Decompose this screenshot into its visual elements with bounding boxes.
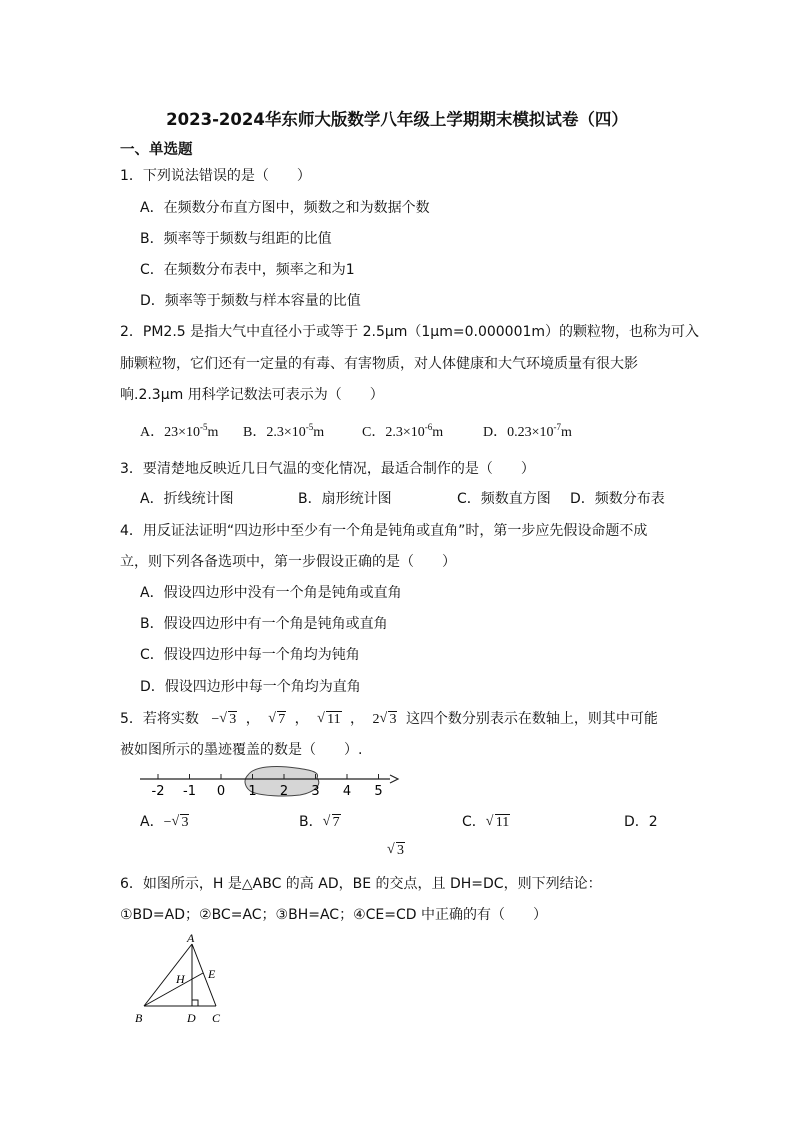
label-c: C (212, 1011, 221, 1025)
question-1-option-c: C．在频数分布表中，频率之和为1 (140, 262, 355, 278)
question-3-option-a: A．折线统计图 (140, 491, 234, 507)
question-2-line-3: 响.2.3μm 用科学记数法可表示为（ ） (120, 387, 384, 403)
tick-label: 3 (311, 784, 320, 799)
section-heading: 一、单选题 (120, 142, 193, 158)
number-line-figure (136, 762, 400, 802)
question-4-option-b: B．假设四边形中有一个角是钝角或直角 (140, 616, 388, 632)
question-5-option-a: A．−√ 3 (140, 811, 189, 831)
question-5-option-d: D．2 (624, 814, 658, 830)
sqrt-expression: √ 7 (323, 815, 341, 831)
axis-arrow (390, 775, 398, 783)
question-2-option-a: A．$23\times 10^{-5}m$ (140, 422, 219, 440)
question-5-line-2: 被如图所示的墨迹覆盖的数是（ ）. (120, 742, 363, 758)
question-2-option-c: C．$2.3\times 10^{-6}m$ (362, 422, 444, 440)
question-4-option-a: A．假设四边形中没有一个角是钝角或直角 (140, 585, 402, 601)
question-6-line-1: 6．如图所示，H 是△ABC 的高 AD，BE 的交点，且 DH=DC，则下列结论： (120, 876, 602, 892)
question-5-option-b: B．√ 7 (299, 811, 341, 831)
label-a: A (187, 932, 195, 945)
question-3-stem: 3．要清楚地反映近几日气温的变化情况，最适合制作的是（ ） (120, 461, 535, 477)
sqrt-expression: √ 3 (379, 712, 397, 728)
question-4-line-2: 立，则下列各备选项中，第一步假设正确的是（ ） (120, 554, 456, 570)
tick-label: 4 (342, 784, 352, 799)
sqrt-expression: √ 7 (268, 712, 286, 728)
question-1-option-a: A．在频数分布直方图中，频数之和为数据个数 (140, 200, 430, 216)
question-4-option-c: C．假设四边形中每一个角均为钝角 (140, 647, 360, 663)
tick-label: 2 (279, 784, 289, 799)
sqrt-expression: √ 11 (486, 815, 510, 831)
question-3-option-b: B．扇形统计图 (298, 491, 392, 507)
right-angle-mark (192, 1000, 198, 1006)
sqrt-expression: √ 3 (387, 843, 405, 859)
question-1-stem: 1．下列说法错误的是（ ） (120, 168, 311, 184)
tick-label: -1 (183, 784, 196, 799)
question-5-line-1: 5．若将实数 −√ 3 ， √ 7 ， √ 11 ， 2√ 3 这四个数分别表示在数轴上，则其中可能 (120, 708, 658, 728)
segment-be (144, 973, 203, 1006)
sqrt-expression: √ 3 (171, 815, 189, 831)
question-3-option-d: D．频数分布表 (570, 491, 665, 507)
label-d: D (187, 1011, 196, 1025)
question-1-option-b: B．频率等于频数与组距的比值 (140, 231, 332, 247)
label-e: E (208, 967, 216, 981)
question-6-line-2: ①BD=AD；②BC=AC；③BH=AC；④CE=CD 中正确的有（ ） (120, 907, 547, 923)
sqrt-expression: √ 11 (317, 712, 341, 728)
question-2-option-d: D．$0.23\times 10^{-7}m$ (483, 422, 572, 440)
sqrt-expression: √ 3 (219, 712, 237, 728)
tick-label: -2 (151, 784, 165, 799)
label-h: H (176, 972, 185, 986)
question-5-option-c: C．√ 11 (462, 811, 510, 831)
tick-label: 0 (216, 784, 226, 799)
label-b: B (135, 1011, 143, 1025)
tick-label: 1 (248, 784, 257, 799)
page-title: 2023-2024华东师大版数学八年级上学期期末模拟试卷（四） (166, 110, 628, 129)
question-2-option-b: B．$2.3\times 10^{-5}m$ (243, 422, 325, 440)
side-ab (144, 944, 192, 1006)
question-3-option-c: C．频数直方图 (457, 491, 551, 507)
triangle-figure (132, 932, 232, 1028)
question-2-line-2: 肺颗粒物，它们还有一定量的有毒、有害物质，对人体健康和大气环境质量有很大影 (120, 356, 638, 372)
tick-label: 5 (374, 784, 383, 799)
question-2-line-1: 2．PM2.5 是指大气中直径小于或等于 2.5μm（1μm=0.000001m）的颗粒物，也称为可入 (120, 324, 700, 340)
question-4-line-1: 4．用反证法证明“四边形中至少有一个角是钝角或直角”时，第一步应先假设命题不成 (120, 523, 648, 539)
question-4-option-d: D．假设四边形中每一个角均为直角 (140, 679, 361, 695)
question-5-option-d-radical (387, 842, 405, 859)
question-1-option-d: D．频率等于频数与样本容量的比值 (140, 293, 361, 309)
